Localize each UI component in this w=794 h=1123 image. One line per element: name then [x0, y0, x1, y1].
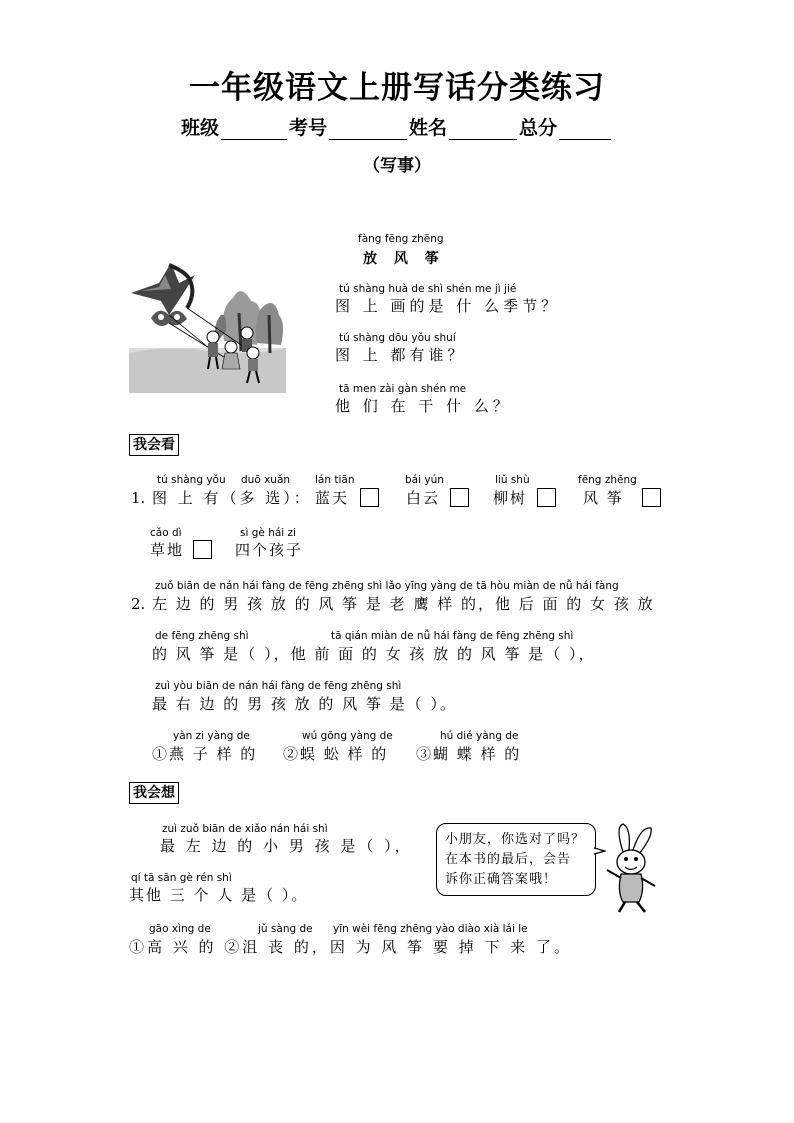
q2-pinyin-2a: de fēng zhēng shì — [155, 630, 249, 642]
q1-prefix: 图 上 有（多 选）： — [152, 489, 312, 507]
q2-line-3: 最 右 边 的 男 孩 放 的 风 筝 是（ ）。 — [152, 695, 457, 713]
name-blank[interactable] — [449, 121, 517, 140]
s2-pinyin-3b: jǔ sàng de — [258, 923, 313, 935]
heading-pinyin: fàng fēng zhēng — [358, 233, 444, 245]
q2-pinyin-3: zuì yòu biān de nán hái fàng de fēng zhēng shì — [155, 680, 402, 692]
q1-pinyin-7: cǎo dì — [150, 527, 182, 539]
speech-bubble — [436, 823, 596, 896]
option-white-cloud: 白云 — [406, 489, 441, 507]
bubble-line-3: 诉你正确答案哦！ — [445, 872, 558, 887]
option-blue-sky: 蓝天 — [315, 489, 350, 507]
choice-3-pinyin: hú dié yàng de — [440, 730, 519, 742]
choice-1: ①燕 子 样 的 — [152, 745, 258, 763]
s2-line-1: 最 左 边 的 小 男 孩 是（ ）， — [160, 837, 413, 855]
q1-pinyin-1: tú shàng yǒu — [157, 474, 226, 486]
question-3-pinyin: tā men zài gàn shén me — [339, 383, 467, 395]
section-label-think: 我会想 — [129, 782, 179, 804]
s2-line-3: ①高 兴 的 ②沮 丧 的，因 为 风 筝 要 掉 下 来 了。 — [129, 938, 572, 956]
choice-3: ③蝴 蝶 样 的 — [416, 745, 522, 763]
subtitle: （写事） — [363, 156, 431, 176]
bubble-line-1: 小朋友，你选对了吗？ — [445, 832, 586, 847]
q1-pinyin-3: lán tiān — [315, 474, 355, 486]
q2-pinyin-2b: tā qián miàn de nǚ hái fàng de fēng zhēng shì — [331, 630, 574, 642]
score-label: 总分 — [519, 117, 558, 139]
question-2: 图 上 都有谁？ — [335, 346, 467, 364]
question-2-pinyin: tú shàng dōu yǒu shuí — [339, 332, 456, 344]
s2-pinyin-3a: gāo xìng de — [149, 923, 211, 935]
student-info-line — [0, 113, 794, 140]
s2-pinyin-3c: yīn wèi fēng zhēng yào diào xià lái le — [333, 923, 528, 935]
class-blank[interactable] — [221, 121, 287, 140]
q1-pinyin-2: duō xuǎn — [241, 474, 291, 486]
option-grass: 草地 — [150, 541, 185, 559]
checkbox-grass[interactable] — [193, 540, 212, 559]
number-label: 考号 — [288, 117, 327, 139]
name-label: 姓名 — [409, 117, 448, 139]
q1-pinyin-4: bái yún — [405, 474, 444, 486]
q2-line-1: 左 边 的 男 孩 放 的 风 筝 是 老 鹰 样 的，他 后 面 的 女 孩 放 — [152, 595, 655, 613]
rabbit-mascot-icon — [603, 822, 661, 914]
s2-pinyin-1: zuì zuǒ biān de xiǎo nán hái shì — [162, 823, 328, 835]
page-title: 一年级语文上册写话分类练习 — [189, 70, 605, 106]
q1-number: 1. — [131, 489, 146, 507]
q2-line-2: 的 风 筝 是（ ），他 前 面 的 女 孩 放 的 风 筝 是（ ）， — [152, 645, 596, 663]
number-blank[interactable] — [329, 121, 407, 140]
checkbox-blue-sky[interactable] — [360, 488, 379, 507]
checkbox-kite[interactable] — [642, 488, 661, 507]
bubble-line-2: 在本书的最后，会告 — [445, 852, 572, 867]
checkbox-white-cloud[interactable] — [450, 488, 469, 507]
option-four-children: 四个孩子 — [235, 541, 304, 559]
kite-flying-illustration — [129, 253, 286, 393]
question-1-pinyin: tú shàng huà de shì shén me jì jié — [339, 283, 517, 295]
passage-heading: 放 风 筝 — [363, 251, 445, 267]
q2-pinyin-1: zuǒ biān de nán hái fàng de fēng zhēng shì lǎo yīng yàng de tā hòu miàn de nǚ hái fàng — [155, 580, 619, 592]
s2-pinyin-2: qí tā sān gè rén shì — [131, 872, 232, 884]
question-3: 他 们 在 干 什 么？ — [335, 397, 512, 415]
choice-1-pinyin: yàn zi yàng de — [173, 730, 250, 742]
question-1: 图 上 画的是 什 么季节？ — [335, 297, 561, 315]
class-label: 班级 — [180, 117, 219, 139]
q2-number: 2. — [131, 595, 146, 613]
q1-pinyin-5: liǔ shù — [495, 474, 530, 486]
q1-pinyin-6: fēng zhēng — [578, 474, 637, 486]
choice-2: ②蜈 蚣 样 的 — [283, 745, 389, 763]
q1-pinyin-8: sì gè hái zi — [240, 527, 296, 539]
option-kite: 风 筝 — [583, 489, 624, 507]
option-willow: 柳树 — [493, 489, 528, 507]
section-label-look: 我会看 — [129, 434, 179, 456]
score-blank[interactable] — [559, 121, 611, 140]
checkbox-willow[interactable] — [537, 488, 556, 507]
s2-line-2: 其他 三 个 人 是（ ）。 — [129, 886, 309, 904]
choice-2-pinyin: wú gōng yàng de — [302, 730, 393, 742]
